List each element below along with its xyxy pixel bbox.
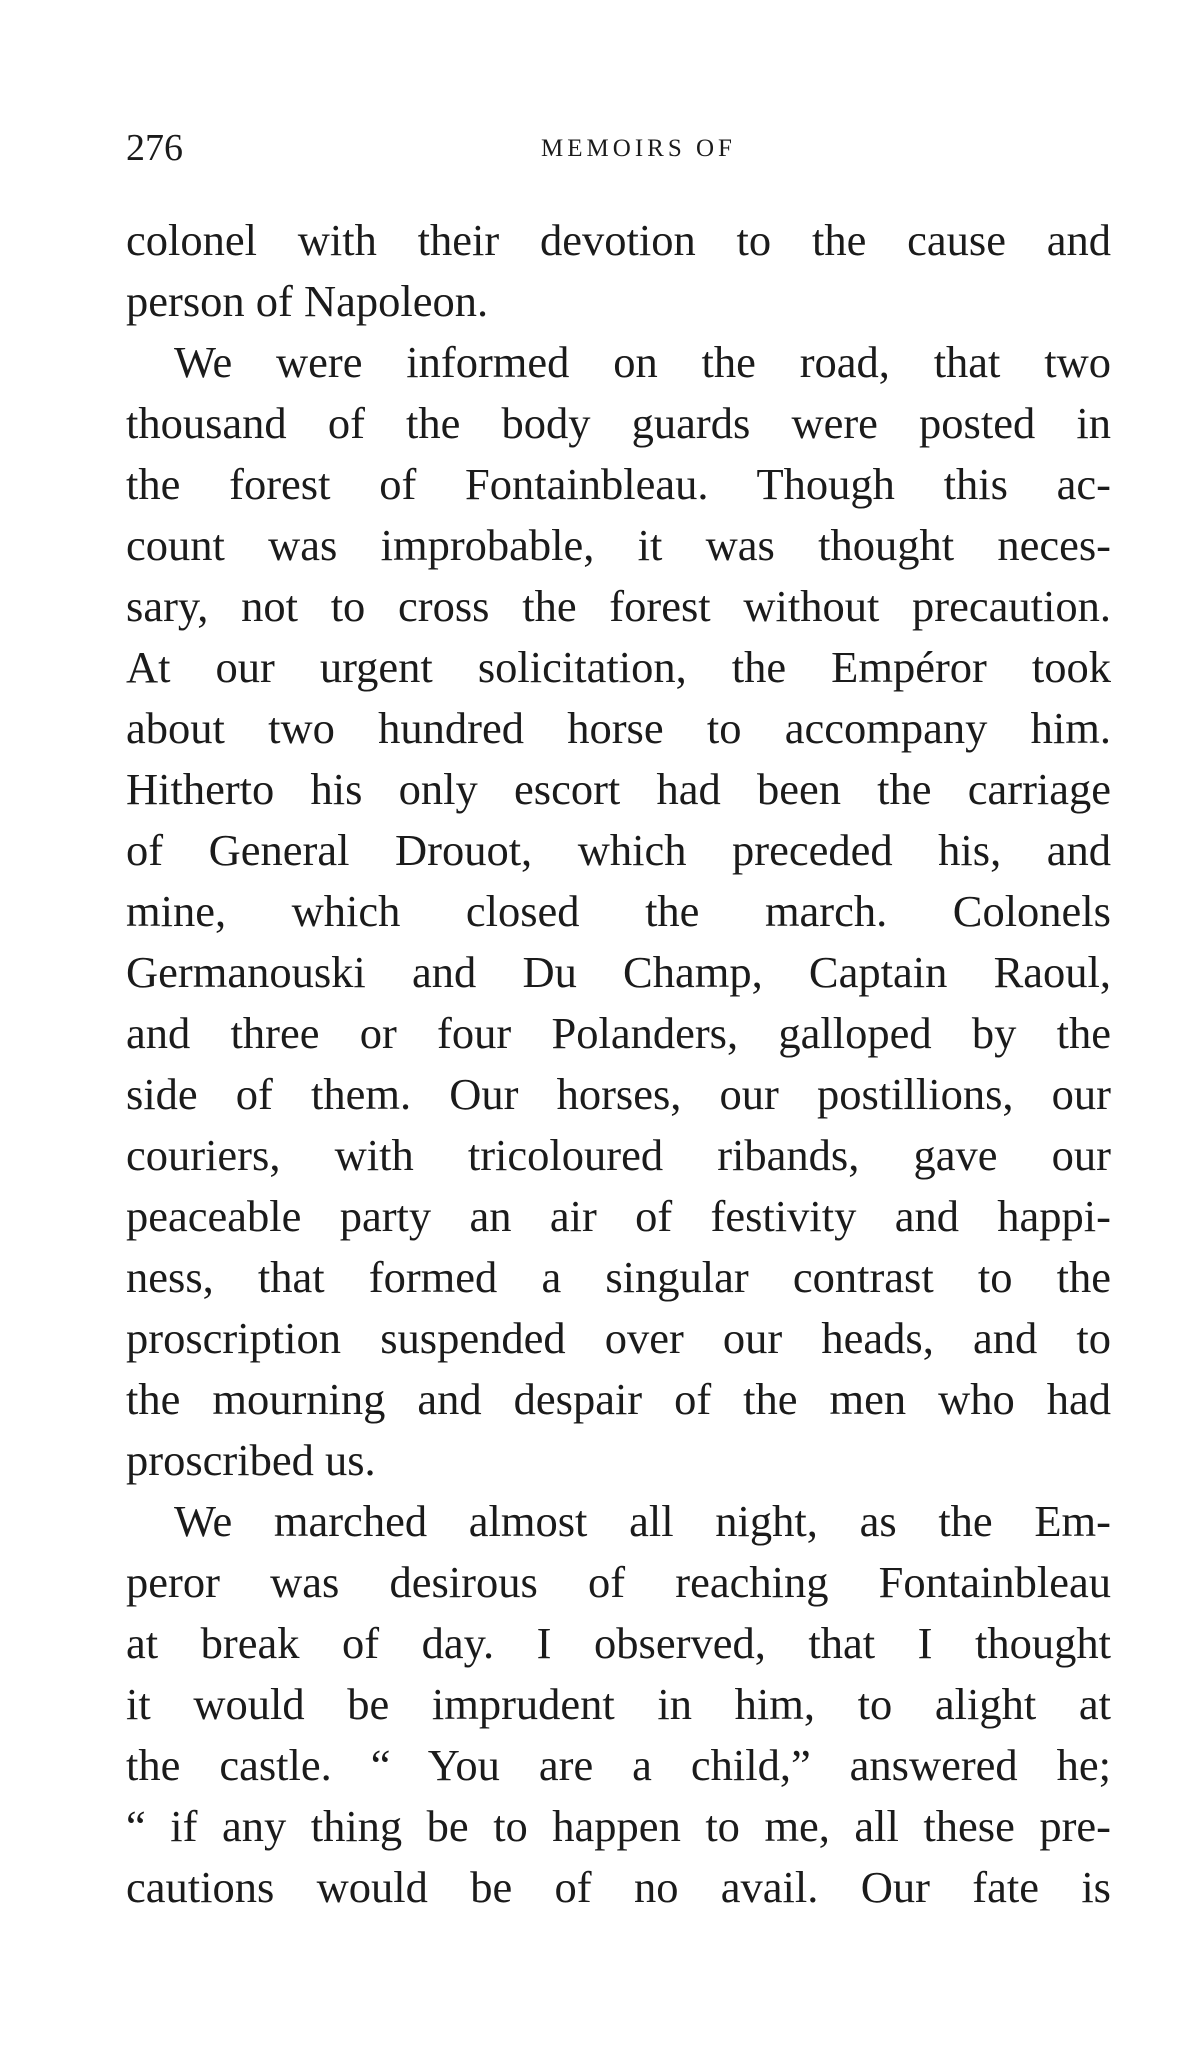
text-line: thousand of the body guards were posted in: [126, 398, 1111, 448]
running-head: [126, 128, 1111, 168]
text-line: it would be imprudent in him, to alight at: [126, 1679, 1111, 1729]
text-line: “ if any thing be to happen to me, all these pre-: [126, 1801, 1111, 1851]
page-number: 276: [126, 127, 183, 169]
text-line: peror was desirous of reaching Fontainbleau: [126, 1557, 1111, 1607]
text-line: peaceable party an air of festivity and happi-: [126, 1191, 1111, 1241]
text-line: side of them. Our horses, our postillions, our: [126, 1069, 1111, 1119]
text-line: person of Napoleon.: [126, 276, 489, 326]
body-text: [126, 210, 1111, 1918]
text-line: proscribed us.: [126, 1435, 376, 1485]
text-line: Germanouski and Du Champ, Captain Raoul,: [126, 947, 1111, 997]
header-title: MEMOIRS OF: [541, 135, 736, 162]
text-line: mine, which closed the march. Colonels: [126, 886, 1111, 936]
text-line: count was improbable, it was thought neces-: [126, 520, 1111, 570]
text-line: the mourning and despair of the men who had: [126, 1374, 1111, 1424]
text-line: the castle. “ You are a child,” answered he;: [126, 1740, 1111, 1790]
text-line: about two hundred horse to accompany him.: [126, 703, 1111, 753]
text-line: At our urgent solicitation, the Empéror took: [126, 642, 1111, 692]
text-line: couriers, with tricoloured ribands, gave our: [126, 1130, 1111, 1180]
text-line: of General Drouot, which preceded his, and: [126, 825, 1111, 875]
text-line: at break of day. I observed, that I thought: [126, 1618, 1111, 1668]
text-line: and three or four Polanders, galloped by the: [126, 1008, 1111, 1058]
text-line: cautions would be of no avail. Our fate is: [126, 1862, 1111, 1912]
text-line: ness, that formed a singular contrast to the: [126, 1252, 1111, 1302]
text-line: colonel with their devotion to the cause and: [126, 215, 1111, 265]
text-line: proscription suspended over our heads, and to: [126, 1313, 1111, 1363]
text-line: Hitherto his only escort had been the carriage: [126, 764, 1111, 814]
text-line: We were informed on the road, that two: [174, 337, 1111, 387]
text-line: the forest of Fontainbleau. Though this ac-: [126, 459, 1111, 509]
text-line: We marched almost all night, as the Em-: [174, 1496, 1111, 1546]
text-line: sary, not to cross the forest without precaution.: [126, 581, 1111, 631]
